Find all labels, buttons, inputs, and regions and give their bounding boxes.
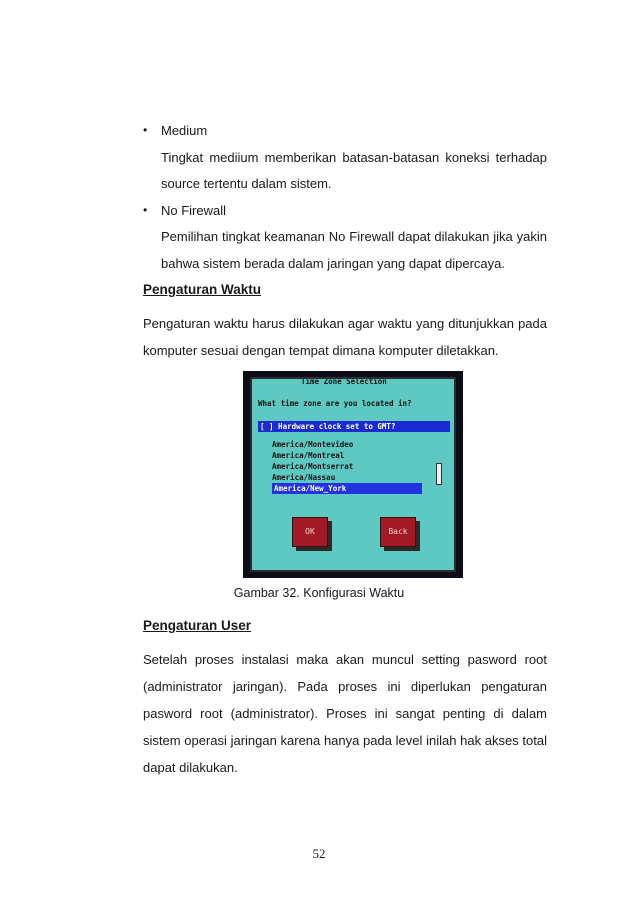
hardware-clock-checkbox[interactable]: [ ] Hardware clock set to GMT? <box>258 421 450 432</box>
scrollbar-thumb[interactable] <box>436 463 442 485</box>
paragraph-line: pasword root (administrator). Proses ini sangat penting di dalam <box>143 706 547 721</box>
bullet-symbol: • <box>143 123 148 137</box>
ok-button[interactable]: OK <box>292 517 328 547</box>
bullet-desc-line: Tingkat mediium memberikan batasan-batasan koneksi terhadap <box>161 150 547 165</box>
paragraph-line: Pengaturan waktu harus dilakukan agar waktu yang ditunjukkan pada <box>143 316 547 331</box>
figure-caption: Gambar 32. Konfigurasi Waktu <box>233 586 405 600</box>
bullet-symbol: • <box>143 203 148 217</box>
timezone-list[interactable] <box>272 439 422 494</box>
timezone-item[interactable]: America/Montevideo <box>272 440 354 449</box>
timezone-screenshot <box>243 371 463 578</box>
paragraph-line: dapat dilakukan. <box>143 760 238 775</box>
paragraph-line: (administrator jaringan). Pada proses ini diperlukan pengaturan <box>143 679 547 694</box>
bullet-desc-line: source tertentu dalam sistem. <box>161 176 332 191</box>
timezone-question: What time zone are you located in? <box>258 399 412 408</box>
timezone-item[interactable]: America/Montserrat <box>272 462 354 471</box>
bullet-title-medium: Medium <box>161 123 208 138</box>
bullet-title-no-firewall: No Firewall <box>161 203 227 218</box>
timezone-item[interactable]: America/Montreal <box>272 451 345 460</box>
bullet-desc-line: Pemilihan tingkat keamanan No Firewall dapat dilakukan jika yakin <box>161 229 547 244</box>
back-button[interactable]: Back <box>380 517 416 547</box>
dialog-title: Time Zone Selection <box>298 377 390 386</box>
timezone-dialog <box>250 377 456 572</box>
timezone-item-selected[interactable]: America/New_York <box>272 483 422 494</box>
paragraph-line: sistem operasi jaringan karena hanya pada level inilah hak akses total <box>143 733 547 748</box>
paragraph-line: komputer sesuai dengan tempat dimana komputer diletakkan. <box>143 343 499 358</box>
bullet-desc-line: bahwa sistem berada dalam jaringan yang dapat dipercaya. <box>161 256 505 271</box>
section-heading-waktu: Pengaturan Waktu <box>143 282 262 297</box>
section-heading-user: Pengaturan User <box>143 618 252 633</box>
paragraph-line: Setelah proses instalasi maka akan muncul setting pasword root <box>143 652 547 667</box>
timezone-item[interactable]: America/Nassau <box>272 473 336 482</box>
page-number: 52 <box>312 846 326 861</box>
